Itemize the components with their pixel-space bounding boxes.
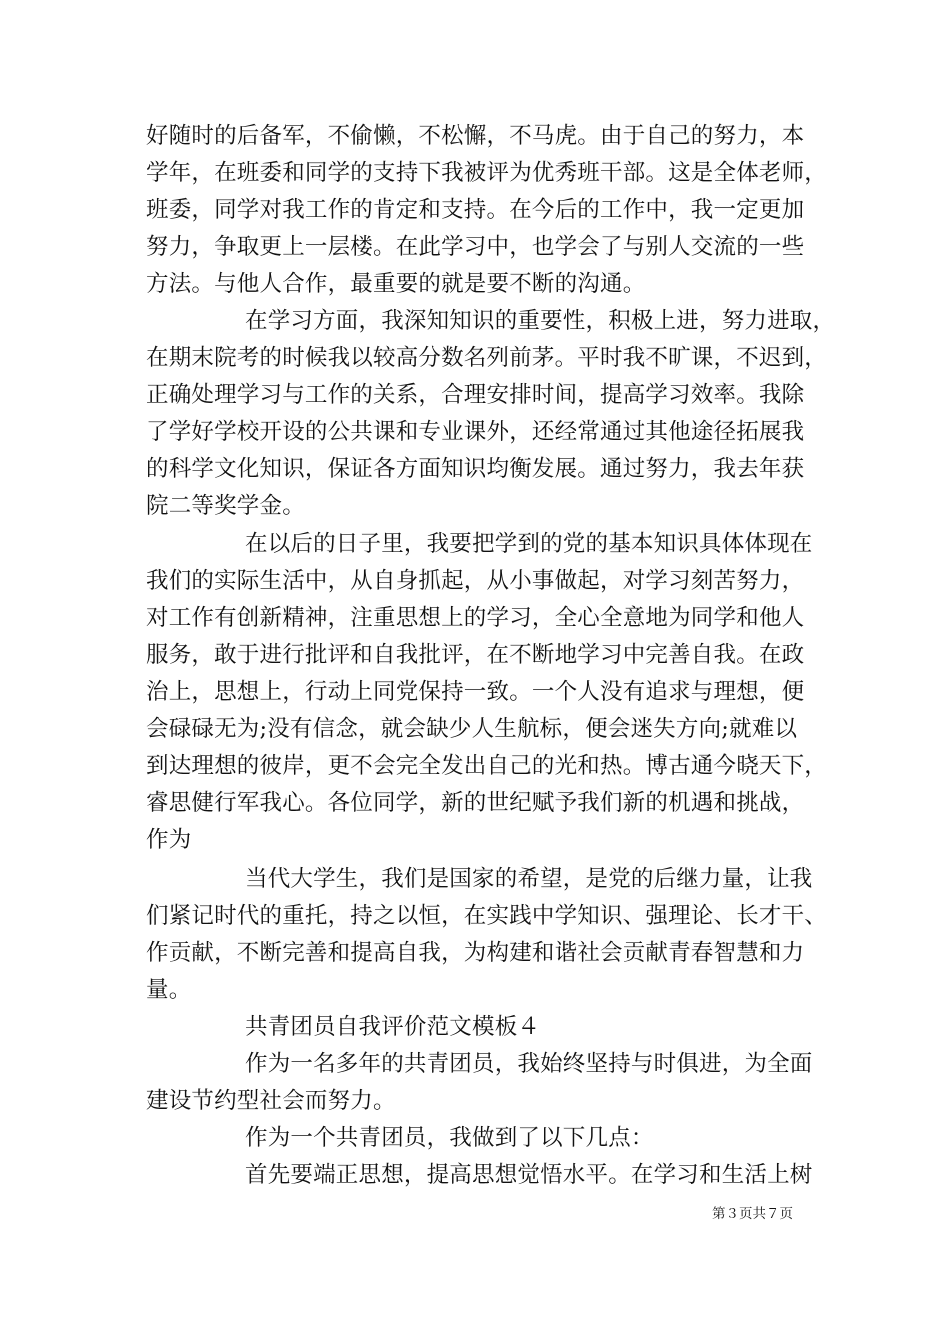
- text-line: 作贡献，不断完善和提高自我，为构建和谐社会贡献青春智慧和力: [146, 940, 805, 966]
- text-line: 学年，在班委和同学的支持下我被评为优秀班干部。这是全体老师，: [146, 160, 828, 186]
- text-line: 好随时的后备军，不偷懒，不松懈，不马虎。由于自己的努力，本: [146, 123, 805, 149]
- paragraph-first-line: 作为一个共青团员，我做到了以下几点：: [245, 1125, 654, 1151]
- text-line: 作为: [146, 827, 192, 853]
- text-line: 服务，敢于进行批评和自我批评，在不断地学习中完善自我。在政: [146, 642, 805, 668]
- text-line: 正确处理学习与工作的关系，合理安排时间，提高学习效率。我除: [146, 382, 805, 408]
- text-line: 对工作有创新精神，注重思想上的学习，全心全意地为同学和他人: [146, 605, 805, 631]
- page-number: 第３页共７页: [712, 1206, 793, 1222]
- text-line: 们紧记时代的重托，持之以恒，在实践中学知识、强理论、长才干、: [146, 903, 828, 929]
- paragraph-first-line: 作为一名多年的共青团员，我始终坚持与时俱进，为全面: [245, 1051, 813, 1077]
- text-line: 量。: [146, 977, 192, 1003]
- text-line: 会碌碌无为;没有信念，就会缺少人生航标，便会迷失方向;就难以: [146, 716, 798, 742]
- text-line: 建设节约型社会而努力。: [146, 1088, 396, 1114]
- paragraph-first-line: 首先要端正思想，提高思想觉悟水平。在学习和生活上树: [245, 1162, 813, 1188]
- text-line: 院二等奖学金。: [146, 493, 305, 519]
- text-line: 我们的实际生活中，从自身抓起，从小事做起，对学习刻苦努力，: [146, 568, 805, 594]
- text-line: 努力，争取更上一层楼。在此学习中，也学会了与别人交流的一些: [146, 234, 805, 260]
- text-line: 方法。与他人合作，最重要的就是要不断的沟通。: [146, 271, 646, 297]
- text-line: 睿思健行军我心。各位同学，新的世纪赋予我们新的机遇和挑战，: [146, 790, 805, 816]
- text-line: 班委，同学对我工作的肯定和支持。在今后的工作中，我一定更加: [146, 197, 805, 223]
- paragraph-first-line: 在学习方面，我深知知识的重要性，积极上进，努力进取，: [245, 308, 836, 334]
- text-line: 的科学文化知识，保证各方面知识均衡发展。通过努力，我去年获: [146, 456, 805, 482]
- text-line: 到达理想的彼岸，更不会完全发出自己的光和热。博古通今晓天下，: [146, 753, 828, 779]
- paragraph-first-line: 当代大学生，我们是国家的希望，是党的后继力量，让我: [245, 866, 813, 892]
- text-line: 在期末院考的时候我以较高分数名列前茅。平时我不旷课，不迟到，: [146, 345, 828, 371]
- paragraph-first-line: 在以后的日子里，我要把学到的党的基本知识具体体现在: [245, 531, 813, 557]
- text-line: 了学好学校开设的公共课和专业课外，还经常通过其他途径拓展我: [146, 419, 805, 445]
- text-line: 治上，思想上，行动上同党保持一致。一个人没有追求与理想，便: [146, 679, 805, 705]
- section-heading: 共青团员自我评价范文模板４: [245, 1014, 541, 1040]
